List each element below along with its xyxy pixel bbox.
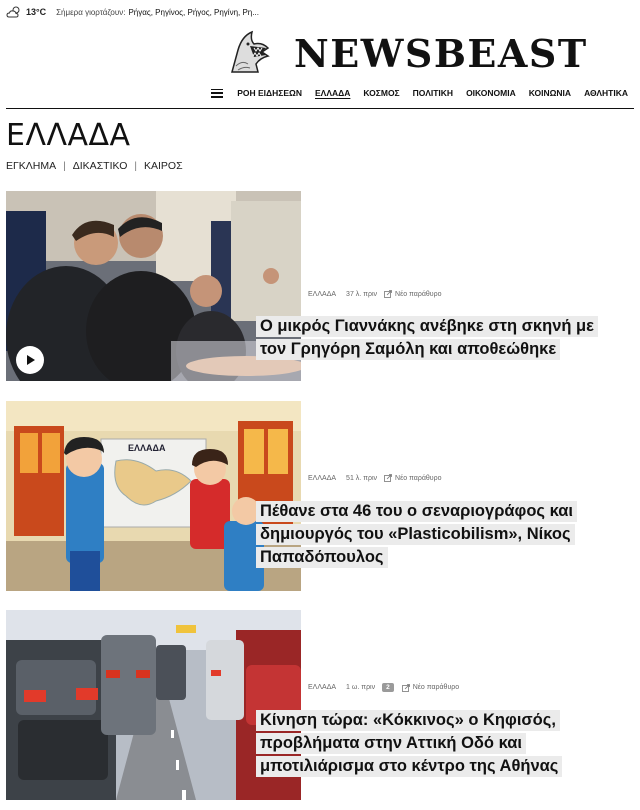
article-category[interactable]: ΕΛΛΑΔΑ <box>308 474 337 482</box>
article-title[interactable] <box>256 709 621 778</box>
nav-item-economy[interactable]: ΟΙΚΟΝΟΜΙΑ <box>466 88 516 98</box>
new-window-label[interactable]: Νέο παράθυρο <box>395 474 442 482</box>
nameday-label: Σήμερα γιορτάζουν: <box>56 7 126 17</box>
article-card[interactable] <box>6 401 634 591</box>
site-logo-text[interactable]: NEWSBEAST <box>294 31 588 76</box>
nav-item-news-feed[interactable]: ΡΟΗ ΕΙΔΗΣΕΩΝ <box>237 88 302 98</box>
nav-item-politics[interactable]: ΠΟΛΙΤΙΚΗ <box>412 88 454 98</box>
article-title[interactable] <box>256 315 621 361</box>
subnav-item-crime[interactable]: ΕΓΚΛΗΜΑ <box>6 160 57 172</box>
new-window-label[interactable]: Νέο παράθυρο <box>412 684 460 691</box>
article-meta <box>308 683 459 692</box>
article-meta <box>308 290 441 298</box>
nav-item-society[interactable]: ΚΟΙΝΩΝΙΑ <box>528 88 572 98</box>
nav-item-greece[interactable]: ΕΛΛΑΔΑ <box>315 88 351 98</box>
new-window-icon[interactable] <box>402 684 410 692</box>
nameday-names[interactable]: Ρήγας, Ρηγίνος, Ρήγος, Ρηγίνη, Ρη... <box>128 7 259 17</box>
subnav-separator: | <box>134 160 137 172</box>
new-window-label[interactable]: Νέο παράθυρο <box>395 290 442 298</box>
subnav-item-judicial[interactable]: ΔΙΚΑΣΤΙΚΟ <box>72 160 128 172</box>
article-category[interactable]: ΕΛΛΑΔΑ <box>308 290 337 298</box>
article-time: 1 ω. πριν <box>346 684 376 691</box>
menu-icon[interactable] <box>211 89 223 98</box>
nav-item-sports[interactable]: ΑΘΛΗΤΙΚΑ <box>584 88 628 98</box>
article-card[interactable] <box>6 191 634 381</box>
nav-item-world[interactable]: ΚΟΣΜΟΣ <box>363 88 400 98</box>
subnav-separator: | <box>63 160 66 172</box>
top-info-bar <box>0 0 640 24</box>
logo-area <box>0 28 640 80</box>
article-meta <box>308 474 441 482</box>
new-window-icon[interactable] <box>384 474 392 482</box>
article-card[interactable] <box>6 610 634 800</box>
article-time: 51 λ. πριν <box>346 474 378 482</box>
article-time: 37 λ. πριν <box>346 290 378 298</box>
play-icon <box>24 354 36 366</box>
video-play-button[interactable] <box>16 346 44 374</box>
subnav-item-weather[interactable]: ΚΑΙΡΟΣ <box>143 160 183 172</box>
article-title[interactable] <box>256 500 621 569</box>
cloud-sun-icon <box>6 6 22 18</box>
temperature: 13°C <box>26 7 47 17</box>
new-window-icon[interactable] <box>384 290 392 298</box>
shark-logo-icon[interactable] <box>228 30 272 74</box>
map-caption: ΕΛΛΑΔΑ <box>128 443 166 453</box>
section-subnav <box>6 160 183 172</box>
header-divider <box>6 108 634 109</box>
article-title-text[interactable]: Κίνηση τώρα: «Κόκκινος» ο Κηφισός, προβλήματα στην Αττική Οδό και μποτιλιάρισμα στο κέντρο της Αθήνας <box>256 710 562 777</box>
article-title-text[interactable]: Ο μικρός Γιαννάκης ανέβηκε στη σκηνή με τον Γρηγόρη Σαμόλη και αποθεώθηκε <box>256 316 598 360</box>
main-navigation <box>0 82 640 104</box>
page-title: ΕΛΛΑΔΑ <box>6 118 131 153</box>
comment-count-badge[interactable]: 2 <box>382 683 394 692</box>
article-title-text[interactable]: Πέθανε στα 46 του ο σεναριογράφος και δημιουργός του «Plasticobilism», Νίκος Παπαδόπουλος <box>256 501 577 568</box>
article-category[interactable]: ΕΛΛΑΔΑ <box>308 684 337 691</box>
